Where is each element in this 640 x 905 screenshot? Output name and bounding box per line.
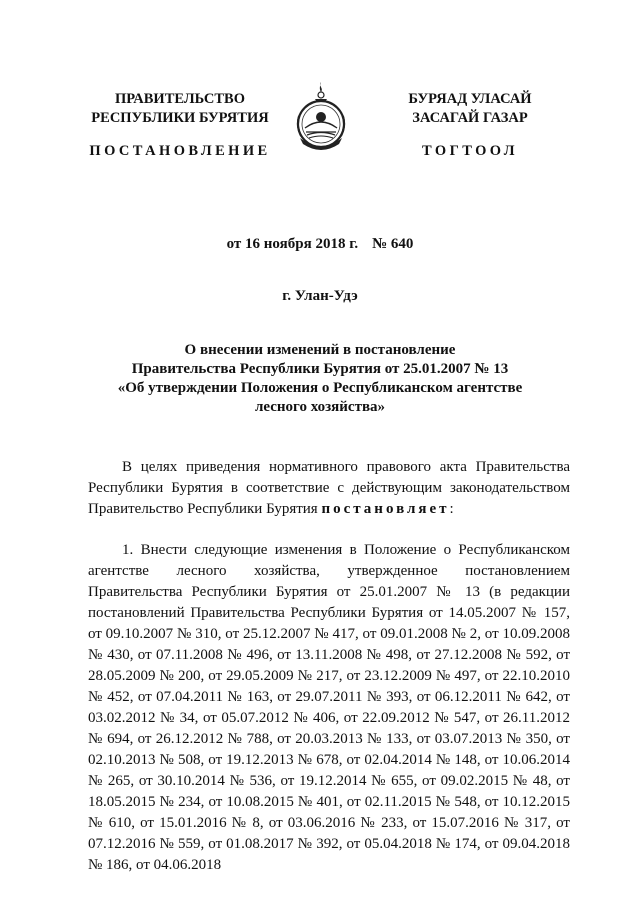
coat-of-arms-icon [293,80,349,154]
header-left-line1: ПРАВИТЕЛЬСТВО [115,91,245,107]
document-number: № 640 [372,236,414,252]
title-line: Правительства Республики Бурятия от 25.01.2007 № 13 [131,361,509,377]
header-left [80,90,280,161]
header-right-line2: ЗАСАГАЙ ГАЗАР [412,110,528,126]
document-date: от 16 ноября 2018 г. [226,236,359,252]
preamble-end: : [449,501,454,517]
resolves-word: постановляет [321,501,450,517]
clause-1-paragraph: 1. Внести следующие изменения в Положение о Республиканском агентстве лесного хозяйства, утвержденное постановлением Правительства Республики Бурятия от 25.01.2007 № 13 (в редакции постановлений Правительства Республики Бурятия от 14.05.2007 № 157, от 09.10.2007 № 310, от 25.12.2007 № 417, от 09.01.2008 № 2, от 10.09.2008 № 430, от 07.11.2008 № 496, от 13.11.2008 № 498, от 27.12.2008 № 592, от 28.05.2009 № 200, от 29.05.2009 № 217, от 23.12.2009 № 497, от 22.10.2010 № 452, от 07.04.2011 № 163, от 29.07.2011 № 393, от 06.12.2011 № 642, от 03.02.2012 № 34, от 05.07.2012 № 406, от 22.09.2012 № 547, от 26.11.2012 № 694, от 26.12.2012 № 788, от 20.03.2013 № 133, от 03.07.2013 № 350, от 02.10.2013 № 508, от 19.12.2013 № 678, от 02.04.2014 № 148, от 10.06.2014 № 265, от 30.10.2014 № 536, от 19.12.2014 № 655, от 09.02.2015 № 48, от 18.05.2015 № 234, от 10.08.2015 № 401, от 02.11.2015 № 548, от 10.12.2015 № 610, от 15.01.2016 № 8, от 03.06.2016 № 233, от 15.07.2016 № 317, от 07.12.2016 № 559, от 01.08.2017 № 392, от 05.04.2018 № 174, от 09.04.2018 № 186, от 04.06.2018 [88,542,570,873]
header-right-kind: ТОГТООЛ [422,143,518,159]
header-left-line2: РЕСПУБЛИКИ БУРЯТИЯ [91,110,269,126]
title-line: лесного хозяйства» [254,399,386,415]
document-city: г. Улан-Удэ [282,288,358,304]
title-line: О внесении изменений в постановление [184,342,456,358]
document-title [110,341,530,417]
title-line: «Об утверждении Положения о Республиканском агентстве [117,380,523,396]
preamble-text: В целях приведения нормативного правового акта Правительства Республики Бурятия в соответствие с действующим законодательством Правительство Республики Бурятия [88,459,570,517]
date-line [0,236,640,253]
header-right [370,90,570,161]
header-left-kind: ПОСТАНОВЛЕНИЕ [89,143,271,159]
header-right-line1: БУРЯАД УЛАСАЙ [408,91,532,107]
preamble-paragraph [88,457,570,520]
